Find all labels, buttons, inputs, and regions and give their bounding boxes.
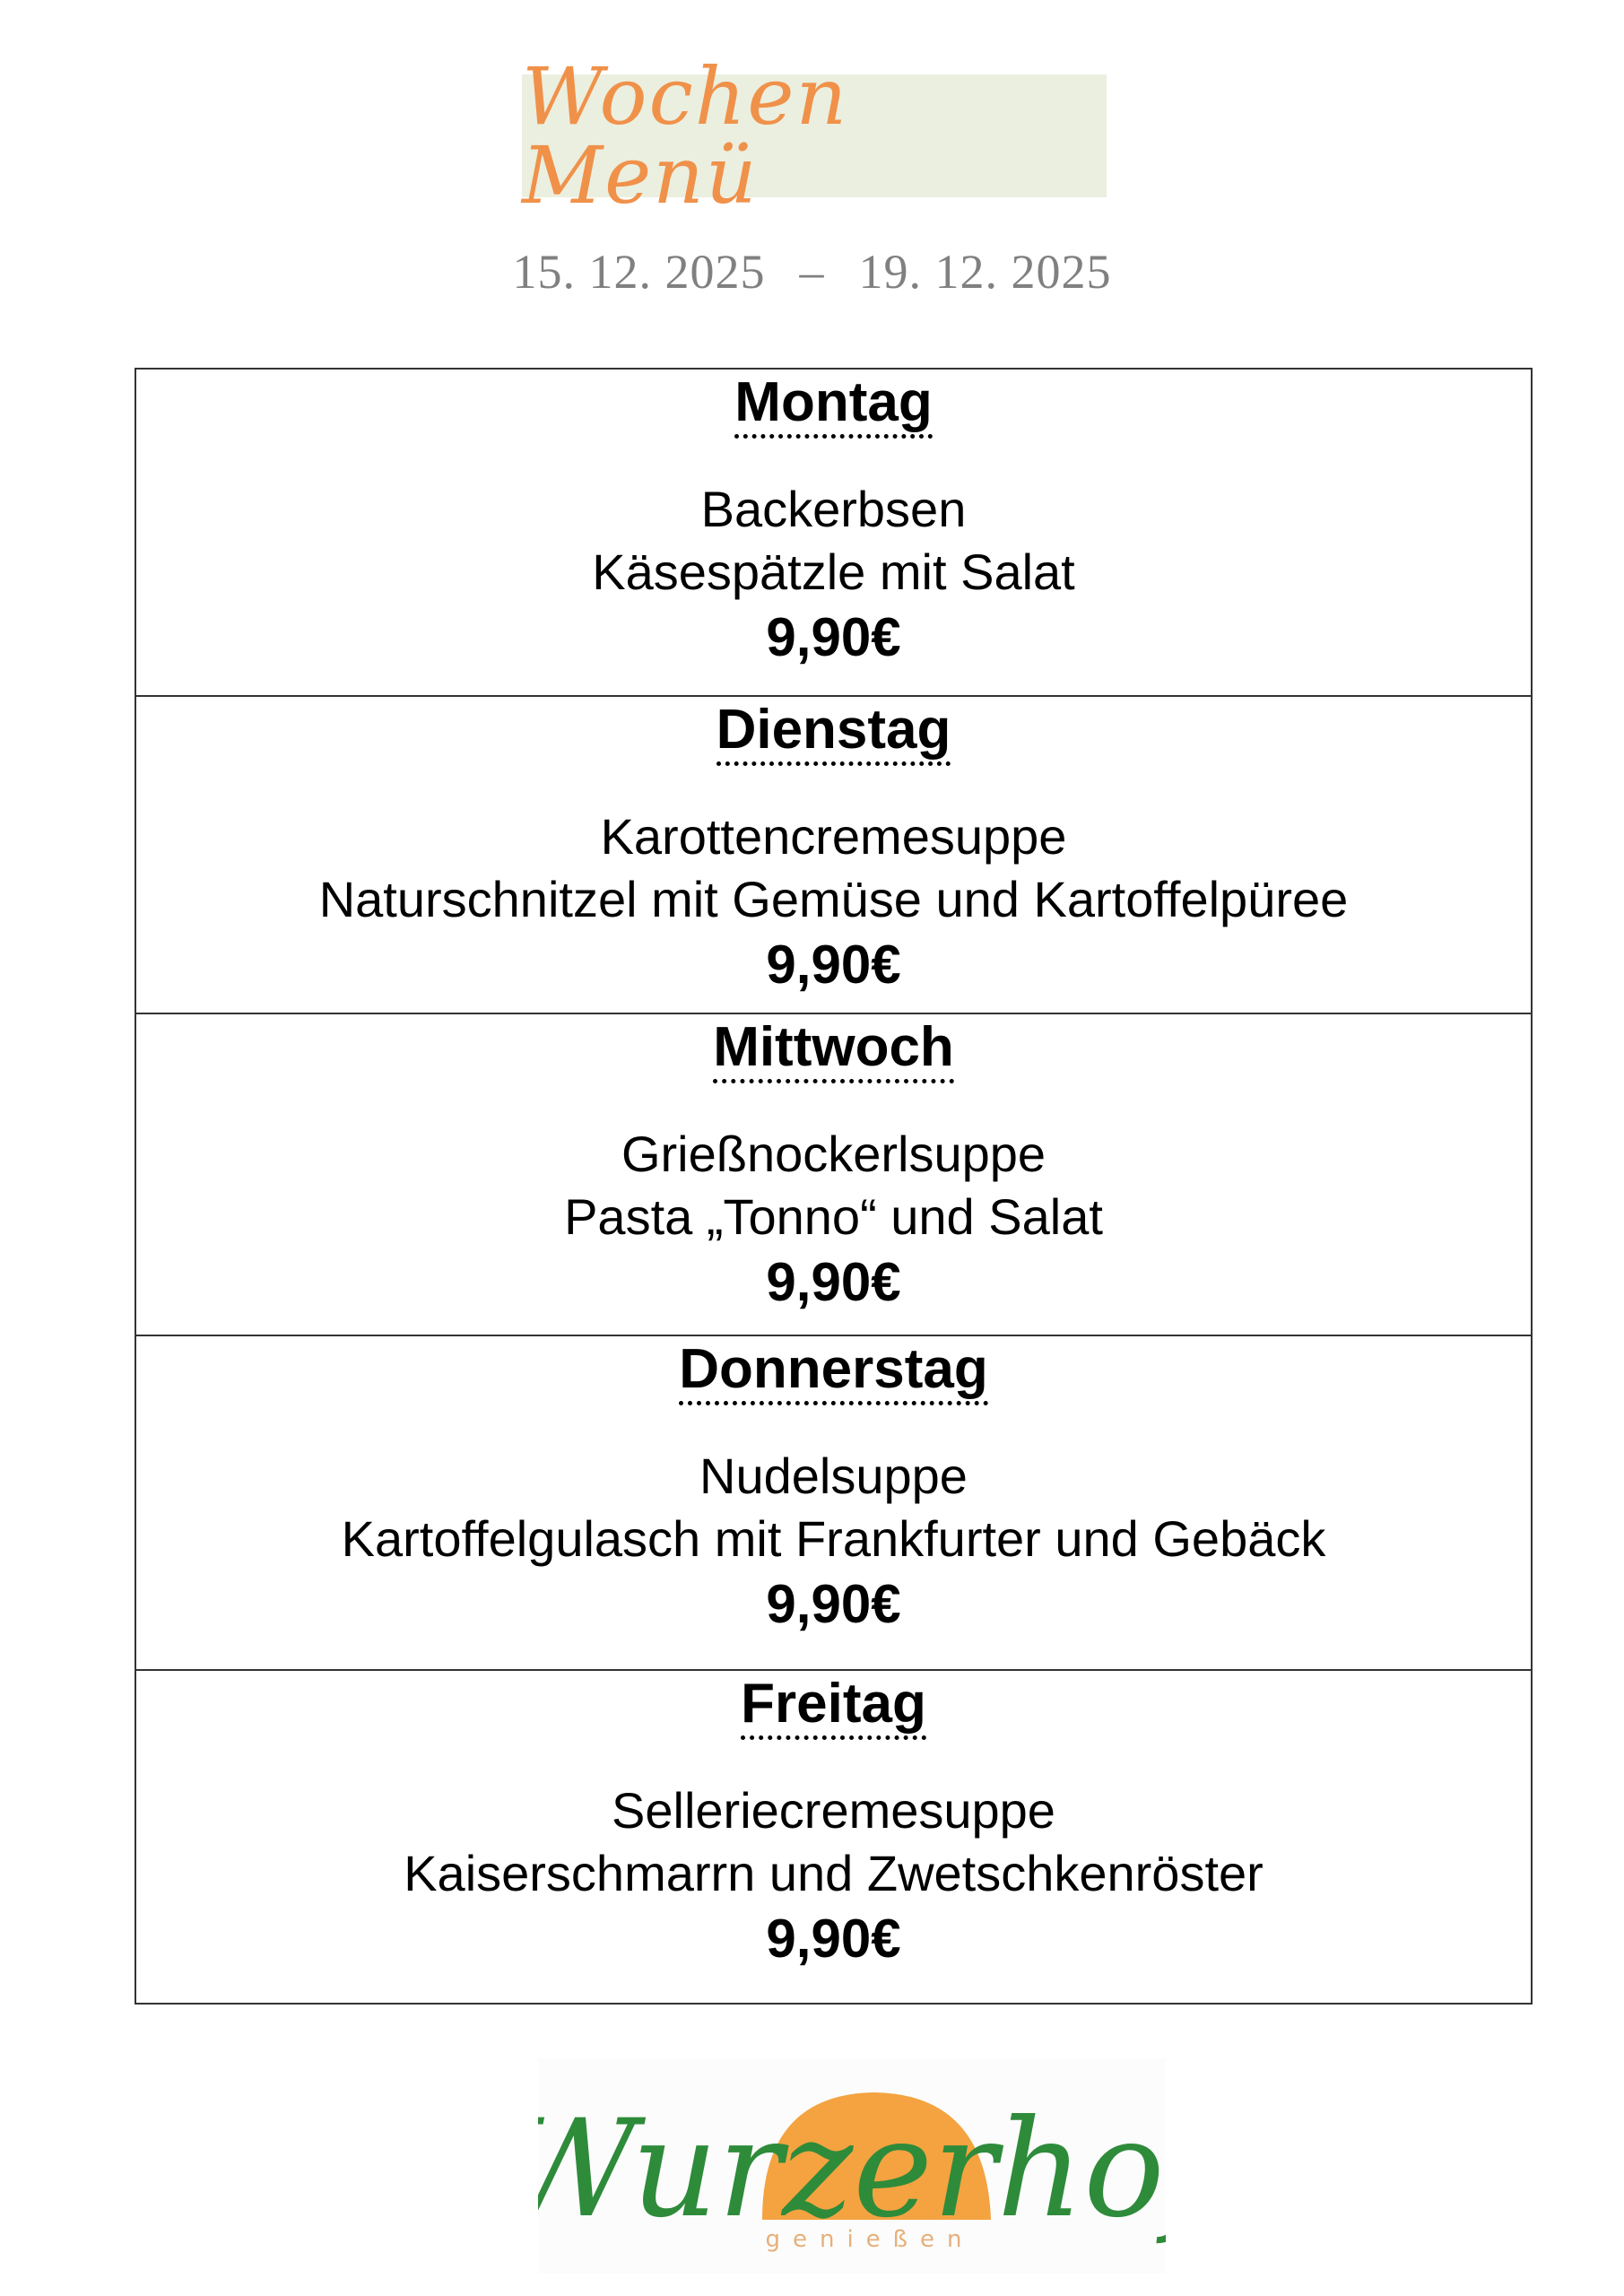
soup: Karottencremesuppe [600, 808, 1067, 865]
day-row-dienstag [136, 697, 1531, 1014]
day-row-montag [136, 370, 1531, 697]
soup: Grießnockerlsuppe [621, 1126, 1046, 1182]
date-to: 19. 12. 2025 [858, 245, 1112, 299]
price: 9,90€ [766, 607, 901, 667]
price: 9,90€ [766, 1909, 901, 1969]
dishes [136, 1445, 1531, 1639]
page-title: Wochen Menü [522, 49, 849, 222]
main-dish: Kartoffelgulasch mit Frankfurter und Gebäck [341, 1510, 1326, 1567]
soup: Backerbsen [700, 481, 967, 537]
wurzerhof-logo [538, 2058, 1166, 2274]
price: 9,90€ [766, 935, 901, 995]
price: 9,90€ [766, 1574, 901, 1634]
logo-name: urzerho [630, 2092, 1165, 2248]
logo-tagline: genießen [765, 2226, 975, 2253]
day-name: Dienstag [716, 702, 951, 766]
date-range [0, 244, 1624, 300]
main-dish: Käsespätzle mit Salat [592, 544, 1075, 600]
dishes [136, 1779, 1531, 1973]
day-name: Freitag [741, 1676, 926, 1740]
day-name: Mittwoch [713, 1020, 954, 1083]
main-dish: Naturschnitzel mit Gemüse und Kartoffelpüree [318, 871, 1349, 927]
day-name: Donnerstag [679, 1342, 987, 1405]
date-separator: – [799, 245, 825, 299]
day-row-donnerstag [136, 1336, 1531, 1671]
menu-table [135, 368, 1533, 2005]
day-name: Montag [734, 375, 932, 439]
dishes [136, 1123, 1531, 1317]
title-banner [522, 49, 1107, 222]
soup: Nudelsuppe [699, 1448, 968, 1504]
dishes [136, 805, 1531, 999]
main-dish: Pasta „Tonno“ und Salat [564, 1188, 1103, 1245]
day-row-freitag [136, 1671, 1531, 2005]
soup: Selleriecremesuppe [612, 1782, 1055, 1839]
logo-graphic [538, 2058, 1166, 2274]
main-dish: Kaiserschmarrn und Zwetschkenröster [404, 1845, 1264, 1901]
dishes [136, 478, 1531, 672]
day-row-mittwoch [136, 1014, 1531, 1336]
date-from: 15. 12. 2025 [512, 245, 766, 299]
price: 9,90€ [766, 1252, 901, 1312]
